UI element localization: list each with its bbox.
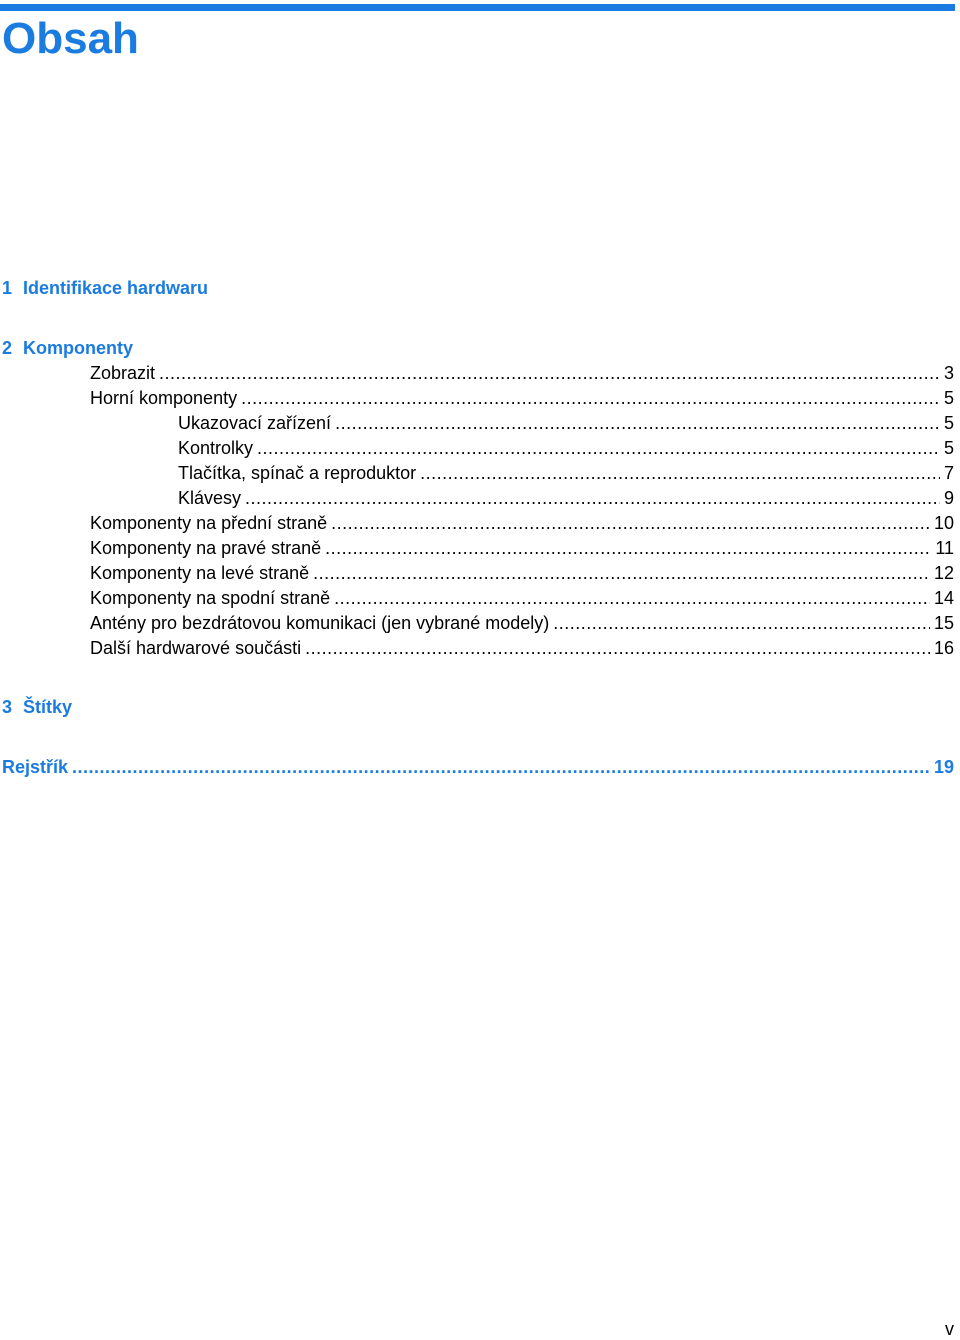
toc-entry-label: Ukazovací zařízení xyxy=(178,413,332,433)
toc-entry-label: Rejstřík xyxy=(2,757,69,777)
dot-leader xyxy=(325,536,931,560)
dot-leader xyxy=(159,361,940,385)
toc-entry-label: Komponenty na levé straně xyxy=(90,563,310,583)
toc-entry-horni-komponenty[interactable] xyxy=(90,386,954,410)
toc-entry-label: Komponenty na pravé straně xyxy=(90,538,322,558)
chapter-title: Komponenty xyxy=(23,338,133,358)
toc-chapter-1[interactable] xyxy=(2,276,208,300)
toc-entry-page: 9 xyxy=(943,488,954,508)
toc-entry-leve-strane[interactable] xyxy=(90,561,954,585)
toc-entry-label: Horní komponenty xyxy=(90,388,238,408)
toc-entry-page: 7 xyxy=(943,463,954,483)
toc-entry-page: 19 xyxy=(933,757,954,777)
toc-entry-predni-strane[interactable] xyxy=(90,511,954,535)
dot-leader xyxy=(553,611,930,635)
toc-entry-label: Kontrolky xyxy=(178,438,254,458)
toc-entry-dalsi-soucasti[interactable] xyxy=(90,636,954,660)
toc-entry-anteny[interactable] xyxy=(90,611,954,635)
page-number: v xyxy=(945,1319,954,1339)
toc-entry-page: 12 xyxy=(933,563,954,583)
toc-entry-prave-strane[interactable] xyxy=(90,536,954,560)
toc-chapter-2[interactable] xyxy=(2,336,133,360)
toc-entry-page: 11 xyxy=(935,538,954,558)
dot-leader xyxy=(305,636,930,660)
toc-entry-label: Komponenty na spodní straně xyxy=(90,588,331,608)
dot-leader xyxy=(72,755,930,779)
chapter-number: 3 xyxy=(2,697,13,717)
toc-entry-page: 15 xyxy=(933,613,954,633)
dot-leader xyxy=(331,511,930,535)
dot-leader xyxy=(245,486,940,510)
toc-entry-page: 16 xyxy=(933,638,954,658)
toc-entry-page: 14 xyxy=(933,588,954,608)
header-rule xyxy=(0,4,955,11)
toc-entry-label: Zobrazit xyxy=(90,363,156,383)
chapter-number: 1 xyxy=(2,278,13,298)
toc-entry-page: 5 xyxy=(943,413,954,433)
toc-entry-label: Další hardwarové součásti xyxy=(90,638,302,658)
dot-leader xyxy=(257,436,940,460)
toc-entry-label: Tlačítka, spínač a reproduktor xyxy=(178,463,417,483)
toc-entry-rejstrik[interactable] xyxy=(2,755,954,779)
dot-leader xyxy=(313,561,930,585)
toc-entry-page: 5 xyxy=(943,388,954,408)
chapter-number: 2 xyxy=(2,338,13,358)
dot-leader xyxy=(420,461,940,485)
toc-entry-label: Klávesy xyxy=(178,488,242,508)
toc-entry-page: 5 xyxy=(943,438,954,458)
dot-leader xyxy=(241,386,940,410)
toc-entry-zobrazit[interactable] xyxy=(90,361,954,385)
chapter-title: Identifikace hardwaru xyxy=(23,278,209,298)
page-title: Obsah xyxy=(2,14,139,63)
dot-leader xyxy=(335,411,940,435)
toc-entry-spodni-strane[interactable] xyxy=(90,586,954,610)
toc-entry-kontrolky[interactable] xyxy=(178,436,954,460)
toc-entry-ukazovaci-zarizeni[interactable] xyxy=(178,411,954,435)
toc-entry-page: 10 xyxy=(933,513,954,533)
dot-leader xyxy=(334,586,930,610)
toc-entry-tlacitka[interactable] xyxy=(178,461,954,485)
chapter-title: Štítky xyxy=(23,697,73,717)
toc-entry-label: Komponenty na přední straně xyxy=(90,513,328,533)
toc-entry-klavesy[interactable] xyxy=(178,486,954,510)
toc-entry-page: 3 xyxy=(943,363,954,383)
toc-entry-label: Antény pro bezdrátovou komunikaci (jen vybrané modely) xyxy=(90,613,550,633)
toc-chapter-3[interactable] xyxy=(2,695,72,719)
